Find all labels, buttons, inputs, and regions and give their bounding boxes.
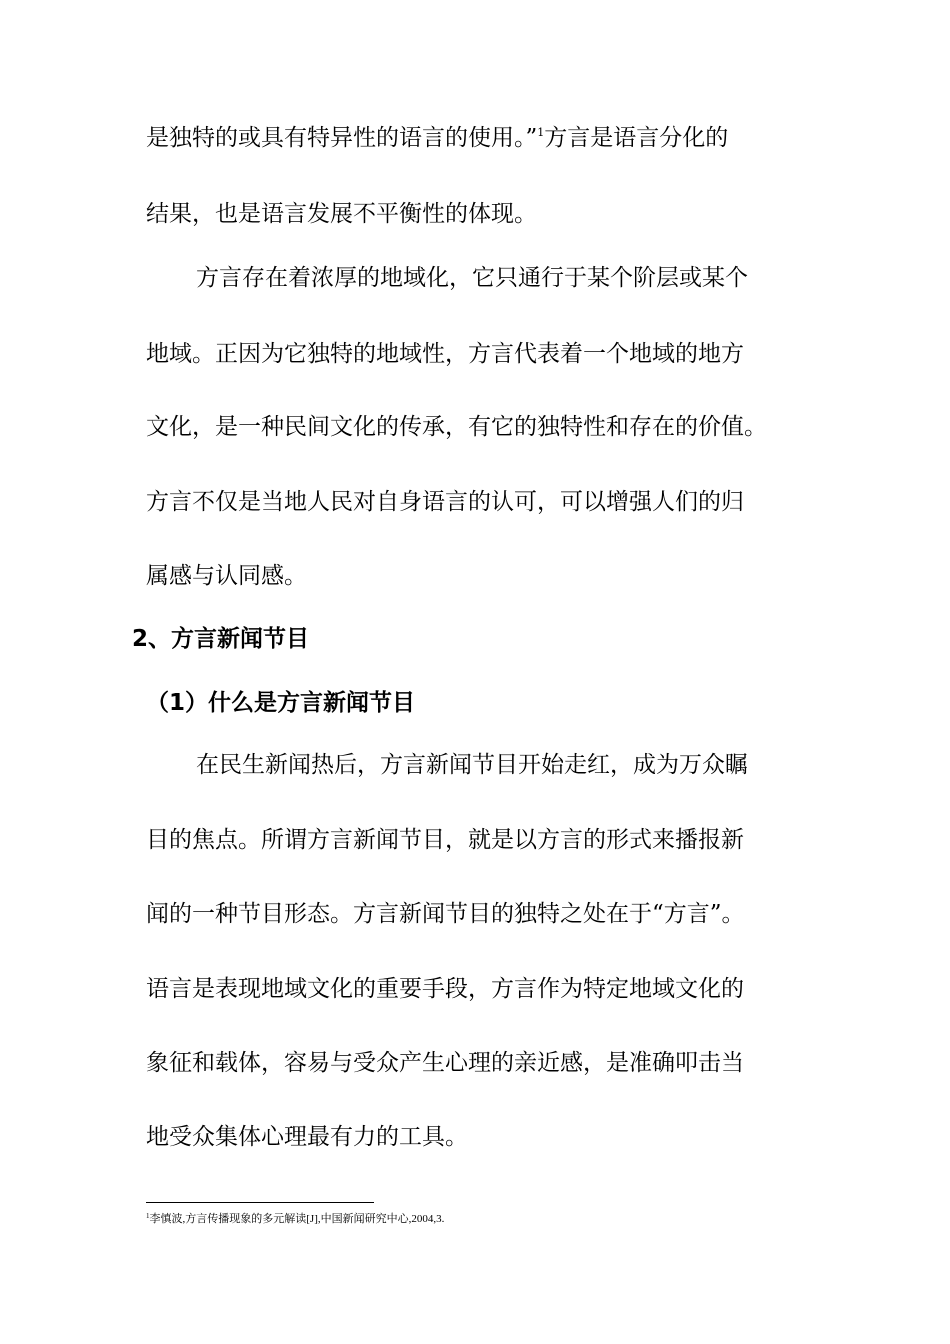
section-heading: 2、方言新闻节目 xyxy=(132,626,310,652)
body-text-line: 属感与认同感。 xyxy=(146,563,307,589)
body-text-line: 文化，是一种民间文化的传承，有它的独特性和存在的价值。 xyxy=(146,414,767,440)
body-text-line: 在民生新闻热后，方言新闻节目开始走红，成为万众瞩 xyxy=(196,752,748,778)
body-text-line: 目的焦点。所谓方言新闻节目，就是以方言的形式来播报新 xyxy=(146,827,744,853)
body-text-line: 象征和载体，容易与受众产生心理的亲近感，是准确叩击当 xyxy=(146,1050,744,1076)
footnote xyxy=(146,1212,444,1226)
footnote-separator xyxy=(146,1202,374,1203)
subsection-heading: （1）什么是方言新闻节目 xyxy=(146,690,416,716)
text-span: 方言是语言分化的 xyxy=(544,125,729,151)
footnote-text: 李慎波,方言传播现象的多元解读[J],中国新闻研究中心,2004,3. xyxy=(149,1213,445,1225)
body-text-line: 地受众集体心理最有力的工具。 xyxy=(146,1124,468,1150)
body-text-line: 方言存在着浓厚的地域化，它只通行于某个阶层或某个 xyxy=(196,265,748,291)
body-text-line: 闻的一种节目形态。方言新闻节目的独特之处在于“方言”。 xyxy=(146,901,745,927)
body-text-line: 结果，也是语言发展不平衡性的体现。 xyxy=(146,201,537,227)
body-text-line: 地域。正因为它独特的地域性，方言代表着一个地域的地方 xyxy=(146,341,744,367)
body-text-line: 方言不仅是当地人民对自身语言的认可，可以增强人们的归 xyxy=(146,489,744,515)
body-text-line: 语言是表现地域文化的重要手段，方言作为特定地域文化的 xyxy=(146,976,744,1002)
text-span: 是独特的或具有特异性的语言的使用。” xyxy=(146,125,538,151)
body-text-line xyxy=(146,123,728,153)
footnote-reference[interactable]: 1 xyxy=(537,126,545,139)
footnote-marker: 1 xyxy=(146,1212,150,1220)
